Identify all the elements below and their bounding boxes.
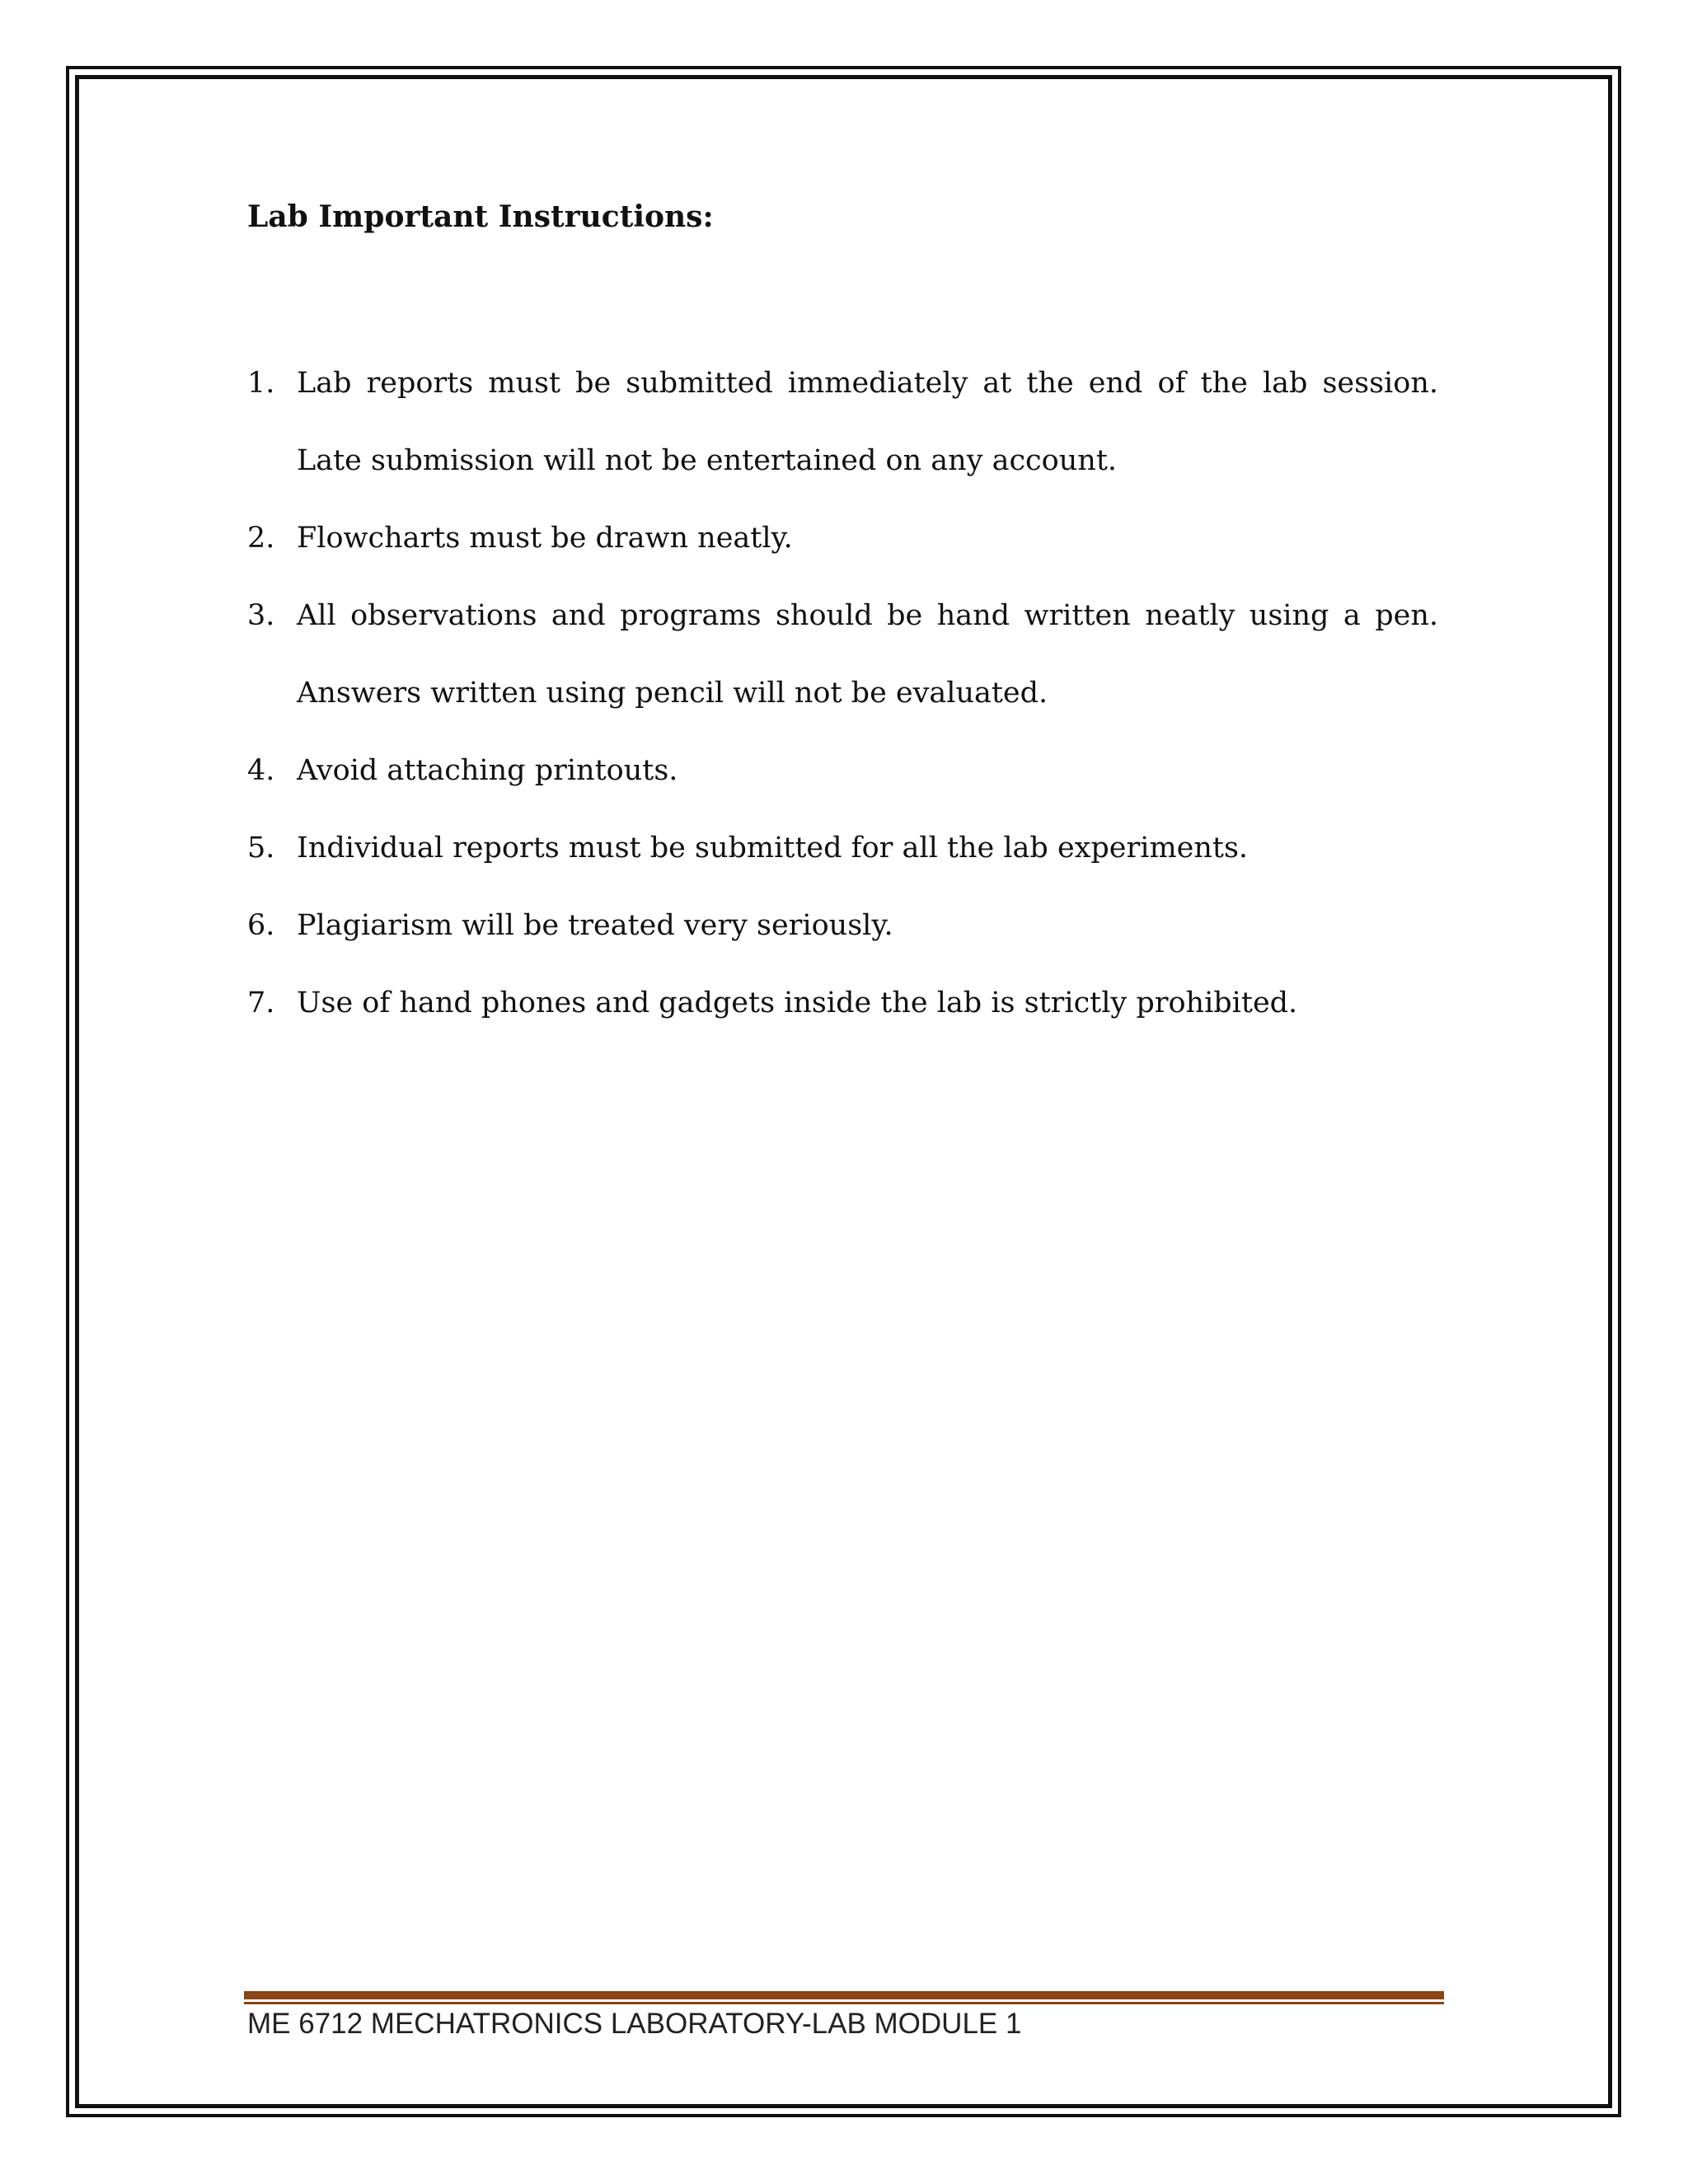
list-item-text: Individual reports must be submitted for all the lab experiments. [297, 832, 1249, 865]
list-item [247, 809, 1438, 887]
list-item-number: 6. [247, 909, 275, 942]
footer-rule-thin [244, 2002, 1444, 2004]
instructions-list [247, 344, 1438, 1042]
list-item-number: 4. [247, 754, 275, 787]
list-item [247, 964, 1438, 1042]
list-item [247, 577, 1438, 732]
list-item [247, 344, 1438, 499]
list-item-text: Avoid attaching printouts. [297, 754, 678, 787]
list-item-number: 7. [247, 987, 275, 1019]
list-item-text: Flowcharts must be drawn neatly. [297, 522, 793, 555]
list-item-text: Use of hand phones and gadgets inside the lab is strictly prohibited. [297, 987, 1298, 1019]
list-item-text: Lab reports must be submitted immediately at the end of the lab session. Late submission will not be entertained on any account. [297, 367, 1438, 477]
footer-text: ME 6712 MECHATRONICS LABORATORY-LAB MODULE 1 [247, 2008, 1022, 2040]
page-title: Lab Important Instructions: [247, 199, 714, 234]
list-item-number: 5. [247, 832, 275, 865]
list-item-number: 2. [247, 522, 275, 555]
list-item-text: All observations and programs should be hand written neatly using a pen. Answers written using pencil will not be evaluated. [297, 599, 1438, 710]
footer-rule [244, 1991, 1444, 1999]
list-item-text: Plagiarism will be treated very seriously. [297, 909, 893, 942]
list-item-number: 1. [247, 367, 275, 400]
list-item [247, 887, 1438, 964]
list-item [247, 499, 1438, 577]
list-item [247, 732, 1438, 809]
list-item-number: 3. [247, 599, 275, 632]
